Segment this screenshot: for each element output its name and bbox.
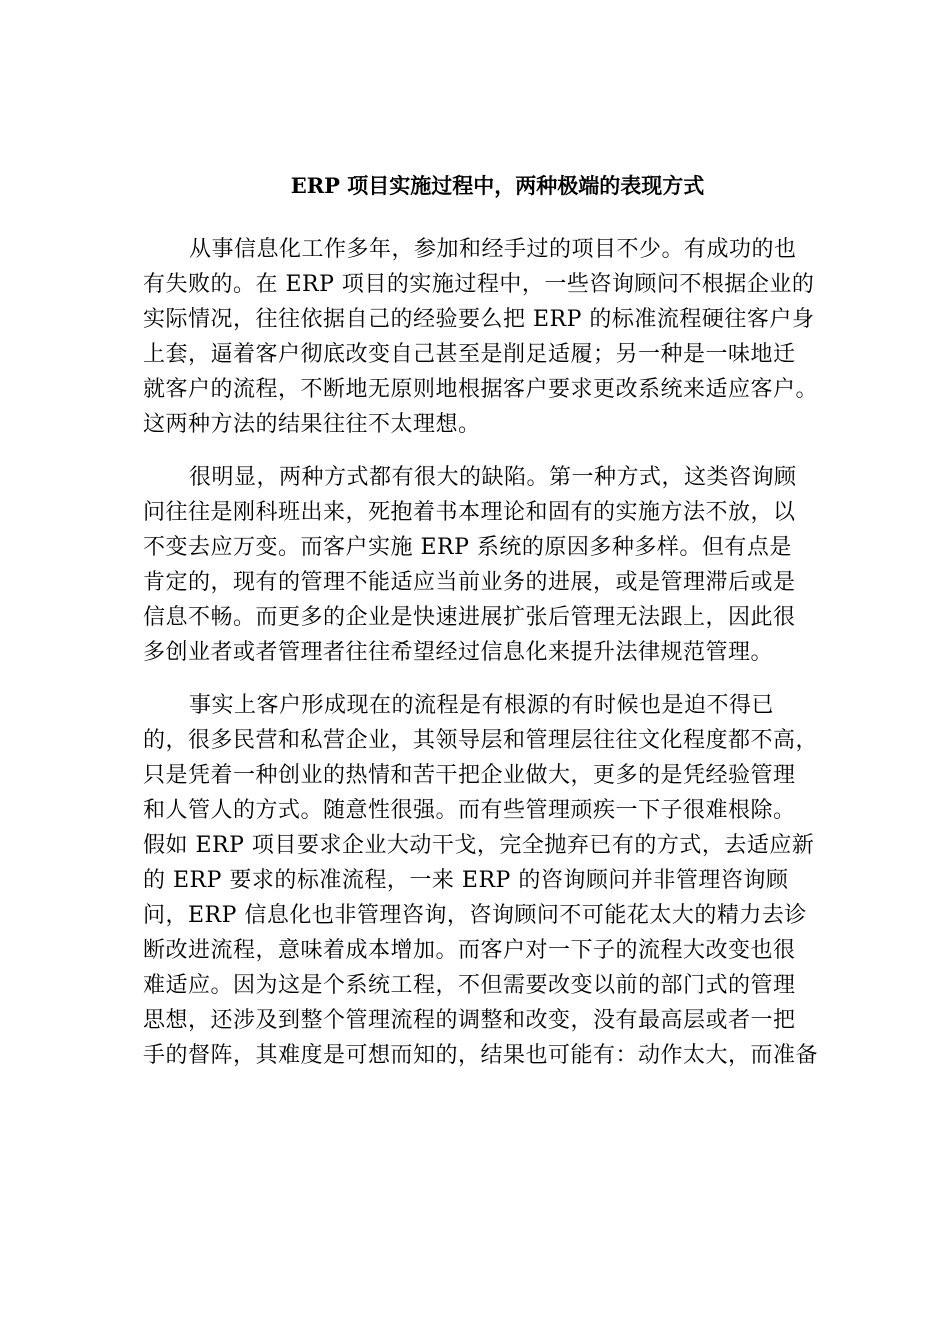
paragraph-line: 从事信息化工作多年，参加和经手过的项目不少。有成功的也 xyxy=(189,237,797,262)
paragraph-line: 实际情况，往往依据自己的经验要么把 ERP 的标准流程硬往客户身 xyxy=(143,307,815,332)
paragraph-line: 事实上客户形成现在的流程是有根源的有时候也是迫不得已 xyxy=(189,693,775,718)
paragraph-line: 很明显，两种方式都有很大的缺陷。第一种方式，这类咨询顾 xyxy=(189,465,797,490)
paragraph-line: 假如 ERP 项目要求企业大动干戈，完全抛弃已有的方式，去适应新 xyxy=(143,833,815,858)
paragraph-line: 这两种方法的结果往往不太理想。 xyxy=(143,412,481,437)
paragraph-line: 断改进流程，意味着成本增加。而客户对一下子的流程大改变也很 xyxy=(143,938,796,963)
paragraph-line: 和人管人的方式。随意性很强。而有些管理顽疾一下子很难根除。 xyxy=(143,798,796,823)
paragraph-line: 的，很多民营和私营企业，其领导层和管理层往往文化程度都不高， xyxy=(143,728,819,753)
paragraph-line: 手的督阵，其难度是可想而知的，结果也可能有：动作太大，而准备 xyxy=(143,1043,819,1068)
paragraph-1 xyxy=(143,232,823,442)
paragraph-line: 不变去应万变。而客户实施 ERP 系统的原因多种多样。但有点是 xyxy=(143,535,792,560)
paragraph-line: 肯定的，现有的管理不能适应当前业务的进展，或是管理滞后或是 xyxy=(143,570,796,595)
paragraph-line: 问往往是刚科班出来，死抱着书本理论和固有的实施方法不放，以 xyxy=(143,500,796,525)
paragraph-line: 难适应。因为这是个系统工程，不但需要改变以前的部门式的管理 xyxy=(143,973,796,998)
paragraph-3 xyxy=(143,688,823,1073)
paragraph-line: 上套，逼着客户彻底改变自己甚至是削足适履；另一种是一味地迁 xyxy=(143,342,796,367)
paragraph-line: 有失败的。在 ERP 项目的实施过程中，一些咨询顾问不根据企业的 xyxy=(143,272,815,297)
document-title: ERP 项目实施过程中，两种极端的表现方式 xyxy=(290,173,705,198)
paragraph-line: 只是凭着一种创业的热情和苦干把企业做大，更多的是凭经验管理 xyxy=(143,763,796,788)
paragraph-line: 问，ERP 信息化也非管理咨询，咨询顾问不可能花太大的精力去诊 xyxy=(143,903,807,928)
paragraph-line: 思想，还涉及到整个管理流程的调整和改变，没有最高层或者一把 xyxy=(143,1008,796,1033)
paragraph-line: 多创业者或者管理者往往希望经过信息化来提升法律规范管理。 xyxy=(143,640,774,665)
paragraph-line: 信息不畅。而更多的企业是快速进展扩张后管理无法跟上，因此很 xyxy=(143,605,796,630)
paragraph-line: 就客户的流程，不断地无原则地根据客户要求更改系统来适应客户。 xyxy=(143,377,819,402)
document-body xyxy=(143,232,823,1091)
paragraph-2 xyxy=(143,460,823,670)
paragraph-line: 的 ERP 要求的标准流程，一来 ERP 的咨询顾问并非管理咨询顾 xyxy=(143,868,789,893)
